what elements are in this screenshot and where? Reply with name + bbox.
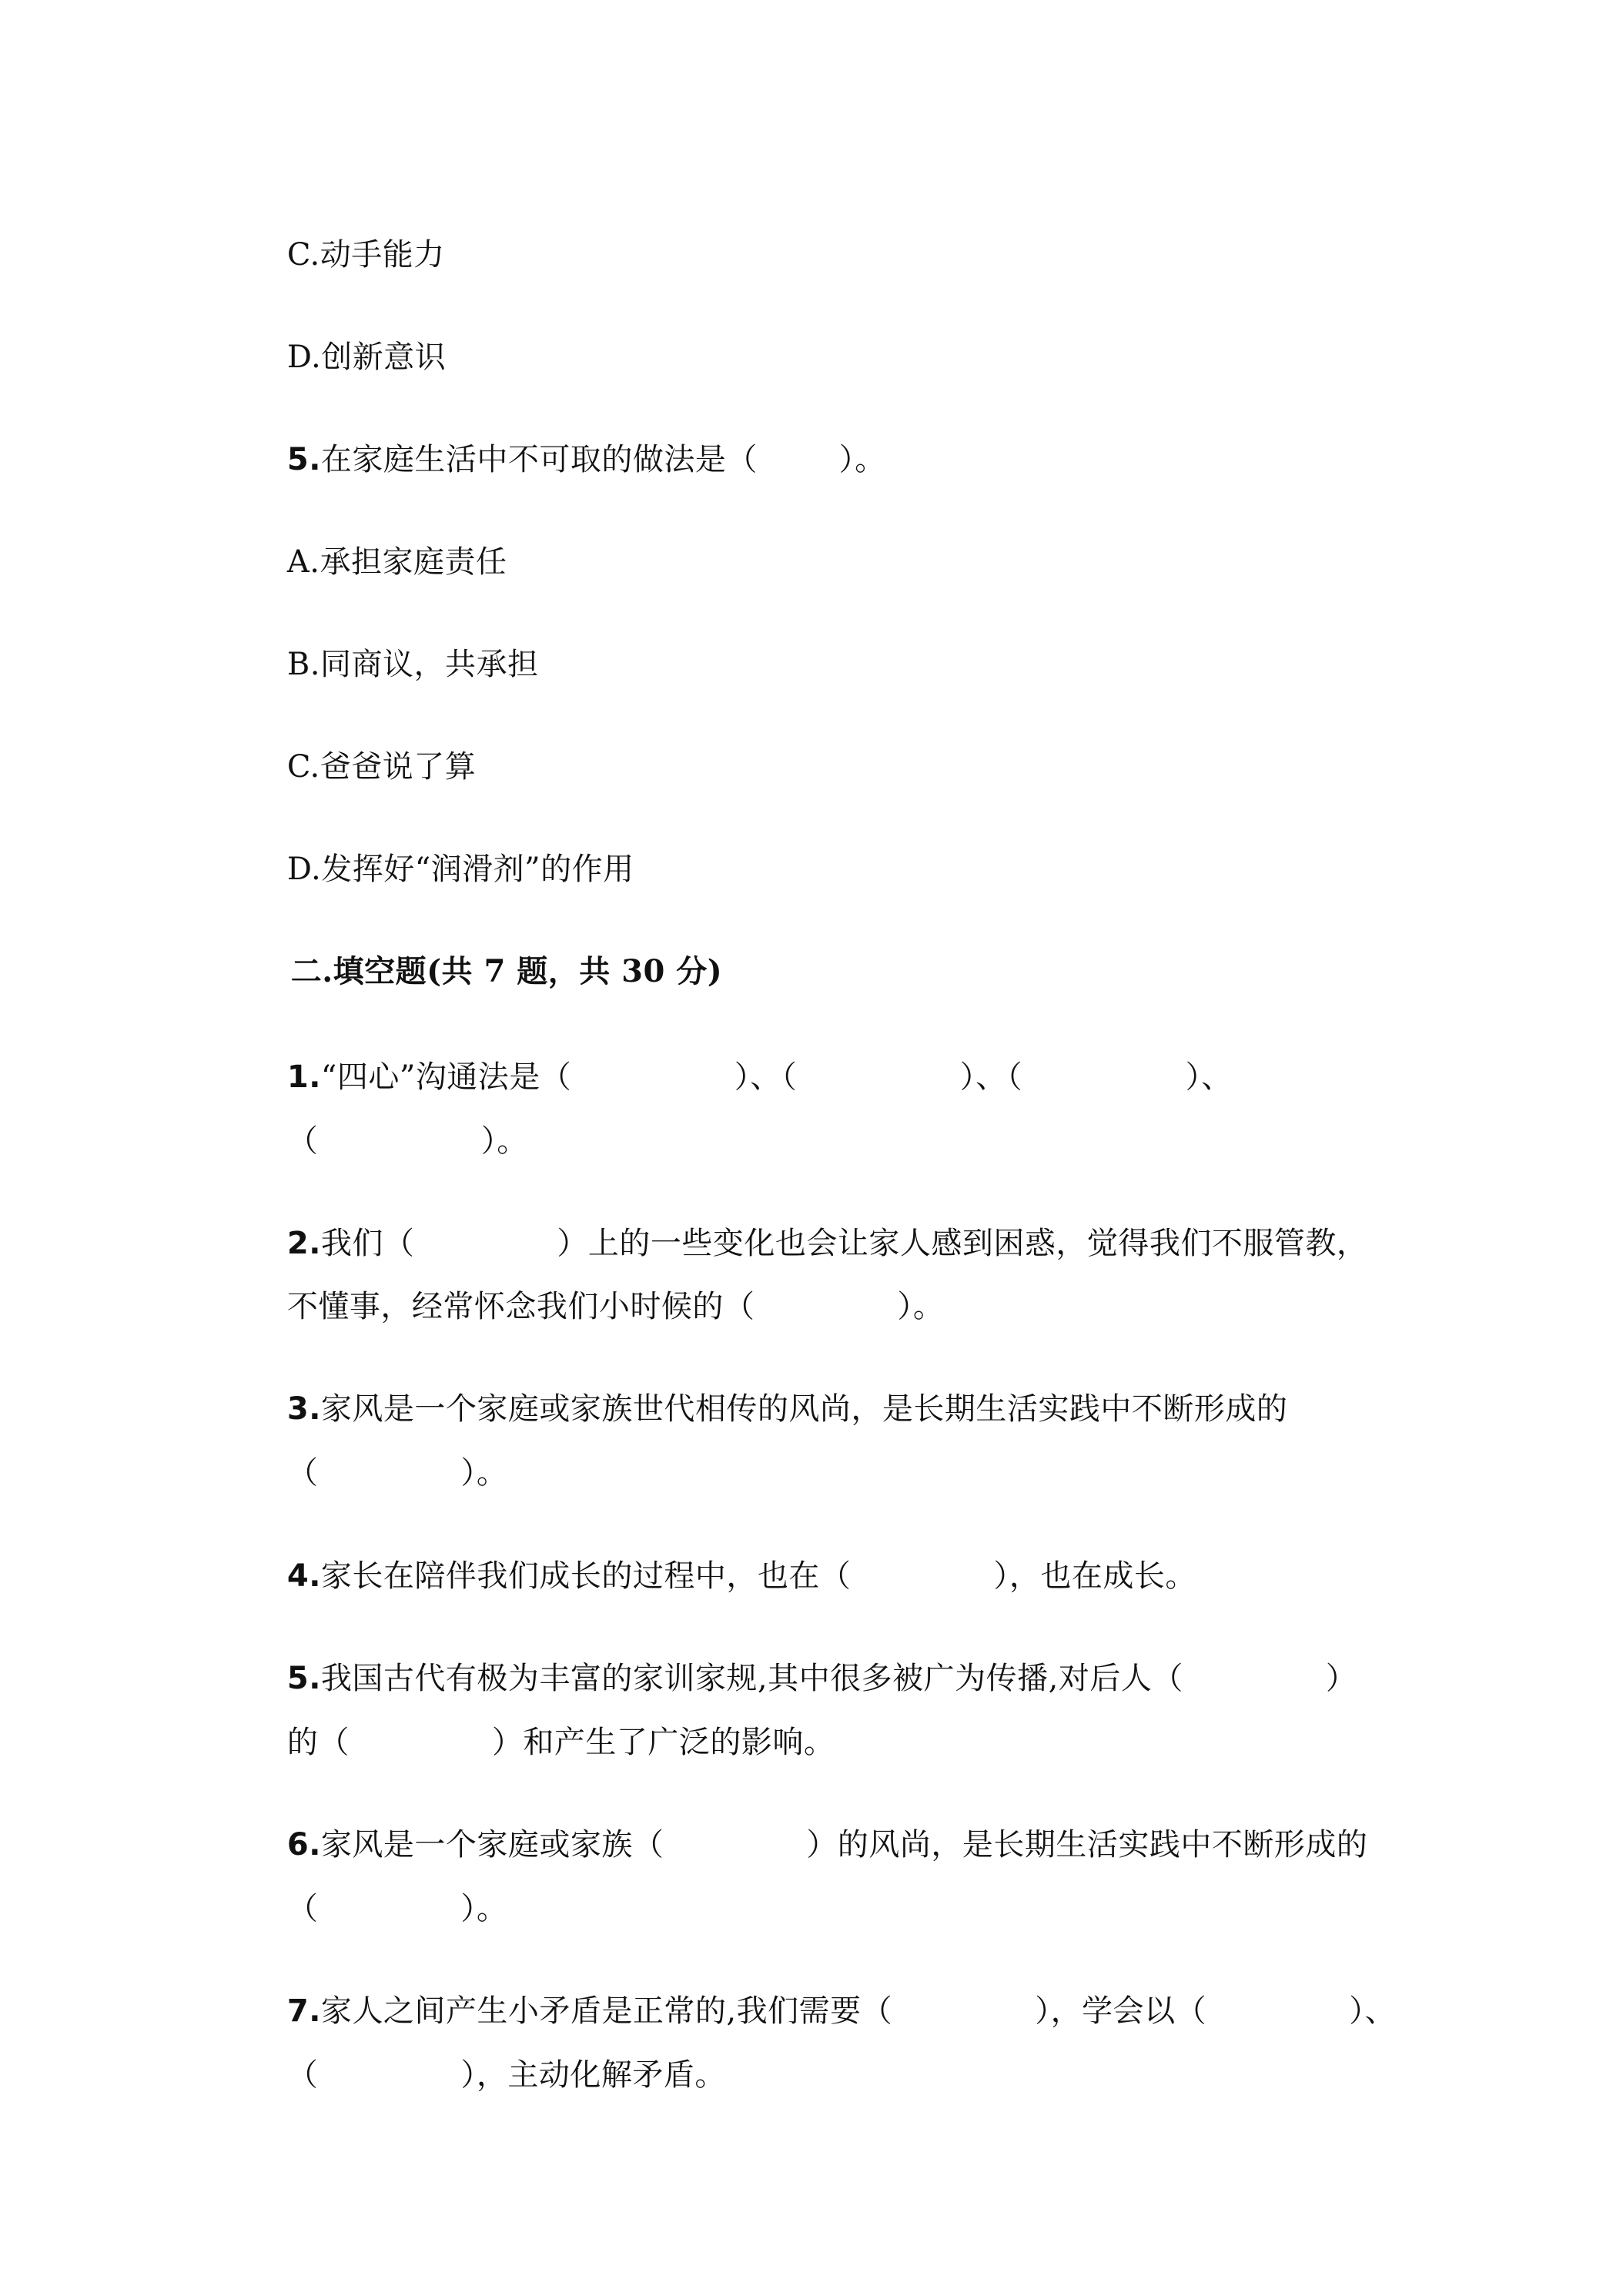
fill-question-4-line-1 xyxy=(246,1521,1196,1632)
question-number: 5. xyxy=(286,442,321,477)
question-5-option-c xyxy=(246,711,476,822)
question-number: 6. xyxy=(286,1827,321,1863)
question-text: 家长在陪伴我们成长的过程中，也在（ ），也在成长。 xyxy=(320,1558,1196,1594)
fill-question-5-line-2 xyxy=(246,1687,835,1798)
fill-question-1-line-2 xyxy=(246,1086,528,1197)
fill-question-3-line-2 xyxy=(246,1417,507,1528)
option-text: D.创新意识 xyxy=(286,340,447,375)
question-text: 家风是一个家庭或家族世代相传的风尚，是长期生活实践中不断形成的 xyxy=(320,1391,1288,1427)
question-number: 7. xyxy=(286,1993,321,2029)
question-number: 5. xyxy=(286,1661,321,1696)
option-c-previous xyxy=(246,199,445,310)
fill-question-2-line-2 xyxy=(246,1251,944,1362)
option-text: C.动手能力 xyxy=(286,237,445,273)
question-5-option-b xyxy=(246,609,538,720)
question-text: 不懂事，经常怀念我们小时候的（ ）。 xyxy=(286,1289,945,1324)
option-text: D.发挥好“润滑剂”的作用 xyxy=(286,852,634,887)
question-text: 的（ ）和产生了广泛的影响。 xyxy=(286,1725,835,1760)
question-5-option-d xyxy=(246,814,634,925)
question-text: 我们（ ）上的一些变化也会让家人感到困惑，觉得我们不服管教， xyxy=(320,1226,1368,1261)
question-text: （ ）。 xyxy=(286,1123,528,1159)
question-text: 在家庭生活中不可取的做法是（ ）。 xyxy=(320,442,886,477)
question-number: 2. xyxy=(286,1226,321,1261)
question-text: （ ）。 xyxy=(286,1891,508,1926)
question-text: 家人之间产生小矛盾是正常的,我们需要（ ），学会以（ ）、 xyxy=(320,1993,1397,2029)
fill-question-6-line-2 xyxy=(246,1853,507,1964)
question-5-option-a xyxy=(246,507,507,618)
option-text: A.承担家庭责任 xyxy=(286,544,507,580)
question-text: 家风是一个家庭或家族（ ）的风尚，是长期生活实践中不断形成的 xyxy=(320,1827,1368,1863)
question-text: “四心”沟通法是（ ）、（ ）、（ ）、 xyxy=(320,1059,1233,1095)
option-d-previous xyxy=(246,302,446,413)
question-text: （ ），主动化解矛盾。 xyxy=(286,2057,726,2093)
option-text: B.同商议，共承担 xyxy=(286,647,539,682)
section-heading xyxy=(246,916,722,1027)
section-title: 二.填空题(共 7 题，共 30 分) xyxy=(290,953,723,989)
question-number: 4. xyxy=(286,1558,321,1594)
question-text: 我国古代有极为丰富的家训家规,其中很多被广为传播,对后人（ ） xyxy=(320,1661,1357,1696)
question-number: 1. xyxy=(286,1059,321,1095)
option-text: C.爸爸说了算 xyxy=(286,749,477,785)
question-number: 3. xyxy=(286,1391,321,1427)
fill-question-7-line-2 xyxy=(246,2020,726,2130)
question-5-stem xyxy=(246,404,886,515)
question-text: （ ）。 xyxy=(286,1455,508,1491)
